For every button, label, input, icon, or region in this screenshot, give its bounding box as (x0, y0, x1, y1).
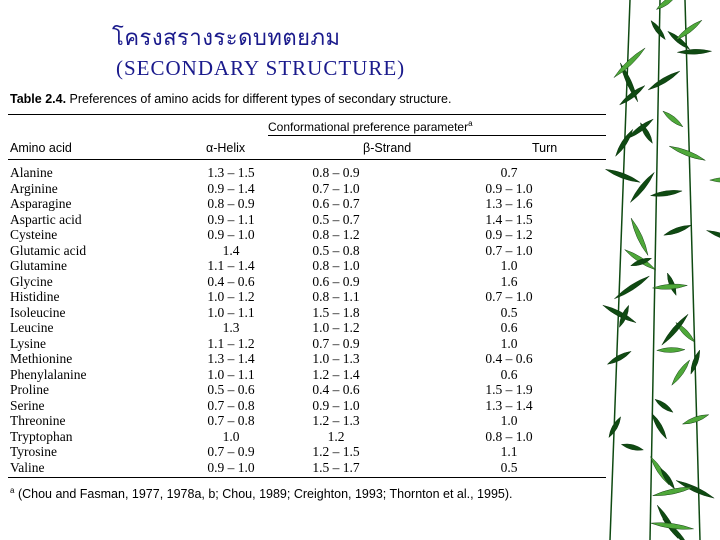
beta-strand-value: 0.6 – 0.7 (312, 196, 360, 211)
beta-strand-value: 0.7 – 0.9 (312, 335, 360, 351)
turn-value: 0.4 – 0.6 (485, 351, 533, 366)
column-group-header: Conformational preference parameter$^a$ (268, 119, 473, 134)
amino-acid-table (10, 165, 618, 475)
beta-strand-value: 0.5 – 0.7 (312, 211, 360, 227)
beta-strand-value: 1.5 – 1.8 (312, 304, 360, 320)
table-caption-label: Table 2.4. (10, 92, 67, 106)
table-row (10, 274, 618, 290)
turn-value: 0.9 – 1.0 (485, 180, 533, 196)
amino-acid-name: Methionine (10, 351, 73, 366)
column-group-rule (268, 135, 606, 136)
table-caption-text: Preferences of amino acids for different types of secondary structure. (69, 92, 452, 106)
turn-value: 1.0 (500, 413, 518, 428)
turn-value: 0.6 (500, 320, 518, 335)
header-bottom-rule (8, 159, 606, 160)
turn-value: 0.7 – 1.0 (485, 242, 533, 258)
amino-acid-name: Cysteine (10, 227, 58, 242)
beta-strand-value: 0.6 – 0.9 (312, 273, 360, 289)
alpha-helix-value: 0.7 – 0.8 (207, 397, 255, 413)
table-row (10, 181, 618, 197)
alpha-helix-value: 1.0 – 1.2 (207, 289, 255, 304)
alpha-helix-value: 1.0 (222, 428, 240, 444)
bamboo-leaf (663, 223, 692, 238)
alpha-helix-value: 1.1 – 1.4 (207, 258, 255, 273)
turn-value: 1.6 (500, 273, 518, 289)
turn-value: 0.7 – 1.0 (485, 289, 533, 304)
table-row (10, 165, 618, 181)
beta-strand-value: 1.2 – 1.3 (312, 413, 360, 428)
alpha-helix-value: 0.8 – 0.9 (207, 196, 255, 211)
turn-value: 1.3 – 1.4 (485, 397, 533, 413)
bamboo-leaf (655, 0, 678, 12)
beta-strand-value: 1.2 – 1.4 (312, 366, 360, 382)
amino-acid-name: Glutamine (10, 258, 67, 273)
alpha-helix-value: 1.0 – 1.1 (207, 366, 255, 382)
column-header-beta-strand: β-Strand (363, 141, 412, 155)
table-row (10, 429, 618, 445)
alpha-helix-value: 0.7 – 0.8 (207, 413, 255, 428)
amino-acid-name: Isoleucine (10, 304, 66, 320)
table-bottom-rule (8, 477, 606, 478)
amino-acid-name: Glycine (10, 273, 53, 289)
table-caption (10, 92, 451, 106)
table-row (10, 258, 618, 274)
table-row (10, 227, 618, 243)
table-row (10, 212, 618, 228)
table-footnote (10, 486, 513, 501)
bamboo-leaf (677, 49, 711, 55)
amino-acid-name: Alanine (10, 165, 53, 180)
amino-acid-name: Threonine (10, 413, 66, 428)
beta-strand-value: 1.0 – 1.3 (312, 351, 360, 366)
alpha-helix-value: 0.9 – 1.0 (207, 459, 255, 475)
turn-value: 1.1 (500, 444, 518, 459)
bamboo-leaf (606, 349, 632, 366)
beta-strand-value: 1.2 (327, 428, 345, 444)
table-row (10, 289, 618, 305)
amino-acid-name: Leucine (10, 320, 54, 335)
alpha-helix-value: 1.1 – 1.2 (207, 335, 255, 351)
column-header-amino-acid: Amino acid (10, 141, 72, 155)
footnote-text: (Chou and Fasman, 1977, 1978a, b; Chou, 1989; Creighton, 1993; Thornton et al., 1995). (17, 487, 513, 502)
alpha-helix-value: 1.0 – 1.1 (207, 304, 255, 320)
bamboo-leaf (629, 217, 650, 256)
slide-title-thai: โครงสรางระดบทตยภม (112, 26, 341, 51)
bamboo-leaf (621, 442, 644, 452)
turn-value: 0.5 (500, 304, 518, 320)
table-row (10, 196, 618, 212)
amino-acid-name: Asparagine (10, 196, 72, 211)
beta-strand-value: 1.2 – 1.5 (312, 444, 360, 459)
beta-strand-value: 0.8 – 1.2 (312, 227, 360, 242)
table-row (10, 460, 618, 476)
group-header-footnote-mark: a (468, 119, 473, 128)
amino-acid-name: Phenylalanine (10, 366, 87, 382)
column-header-alpha-helix: α-Helix (206, 141, 246, 155)
footnote-mark: a (10, 486, 15, 495)
bamboo-leaf (602, 303, 638, 325)
beta-strand-value: 0.4 – 0.6 (312, 382, 360, 397)
bamboo-leaf (670, 359, 692, 387)
turn-value: 0.8 – 1.0 (485, 428, 533, 444)
beta-strand-value: 1.5 – 1.7 (312, 459, 360, 475)
table-row (10, 305, 618, 321)
beta-strand-value: 0.7 – 1.0 (312, 180, 360, 196)
beta-strand-value: 0.8 – 1.0 (312, 258, 360, 273)
amino-acid-name: Histidine (10, 289, 60, 304)
beta-strand-value: 0.9 – 1.0 (312, 397, 360, 413)
alpha-helix-value: 0.9 – 1.4 (207, 180, 255, 196)
bamboo-leaf (682, 412, 710, 426)
table-row (10, 336, 618, 352)
turn-value: 1.3 – 1.6 (485, 196, 533, 211)
alpha-helix-value: 1.3 – 1.5 (207, 165, 255, 180)
beta-strand-value: 0.5 – 0.8 (312, 242, 360, 258)
amino-acid-name: Proline (10, 382, 49, 397)
bamboo-leaf (706, 228, 720, 246)
turn-value: 1.5 – 1.9 (485, 382, 533, 397)
turn-value: 0.9 – 1.2 (485, 227, 533, 242)
bamboo-leaf (647, 69, 681, 92)
alpha-helix-value: 0.9 – 1.1 (207, 211, 255, 227)
alpha-helix-value: 0.4 – 0.6 (207, 273, 255, 289)
bamboo-leaf (649, 19, 667, 41)
table-row (10, 320, 618, 336)
turn-value: 1.4 – 1.5 (485, 211, 533, 227)
table-row (10, 351, 618, 367)
turn-value: 0.5 (500, 459, 518, 475)
beta-strand-value: 1.0 – 1.2 (312, 320, 360, 335)
turn-value: 0.6 (500, 366, 518, 382)
amino-acid-name: Lysine (10, 335, 46, 351)
table-row (10, 367, 618, 383)
bamboo-leaf (661, 109, 684, 129)
amino-acid-name: Tryptophan (10, 428, 73, 444)
beta-strand-value: 0.8 – 0.9 (312, 165, 360, 180)
bamboo-leaf (612, 46, 647, 79)
bamboo-leaf (650, 189, 682, 199)
table-row (10, 382, 618, 398)
slide-title-english: (SECONDARY STRUCTURE) (116, 56, 406, 80)
bamboo-leaf (710, 177, 720, 182)
amino-acid-name: Serine (10, 397, 45, 413)
table-row (10, 398, 618, 414)
bamboo-leaf (659, 467, 677, 490)
alpha-helix-value: 1.4 (222, 242, 240, 258)
turn-value: 0.7 (500, 165, 518, 180)
bamboo-leaf (674, 18, 703, 42)
amino-acid-name: Arginine (10, 180, 58, 196)
amino-acid-name: Aspartic acid (10, 211, 82, 227)
turn-value: 1.0 (500, 335, 518, 351)
alpha-helix-value: 1.3 (222, 320, 240, 335)
bamboo-leaf (628, 171, 656, 204)
bamboo-leaf (654, 397, 675, 414)
table-top-rule (8, 114, 606, 115)
alpha-helix-value: 0.5 – 0.6 (207, 382, 255, 397)
alpha-helix-value: 0.9 – 1.0 (207, 227, 255, 242)
column-header-turn: Turn (532, 141, 558, 155)
amino-acid-name: Valine (10, 459, 45, 475)
bamboo-leaf (652, 283, 687, 291)
alpha-helix-value: 0.7 – 0.9 (207, 444, 255, 459)
amino-acid-name: Glutamic acid (10, 242, 87, 258)
beta-strand-value: 0.8 – 1.1 (312, 289, 360, 304)
table-row (10, 444, 618, 460)
amino-acid-name: Tyrosine (10, 444, 58, 459)
bamboo-leaf (657, 347, 685, 353)
table-row (10, 413, 618, 429)
table-row (10, 243, 618, 259)
table-body (10, 165, 618, 475)
bamboo-leaves-icon (590, 0, 720, 540)
bamboo-leaf (668, 144, 706, 163)
turn-value: 1.0 (500, 258, 518, 273)
alpha-helix-value: 1.3 – 1.4 (207, 351, 255, 366)
